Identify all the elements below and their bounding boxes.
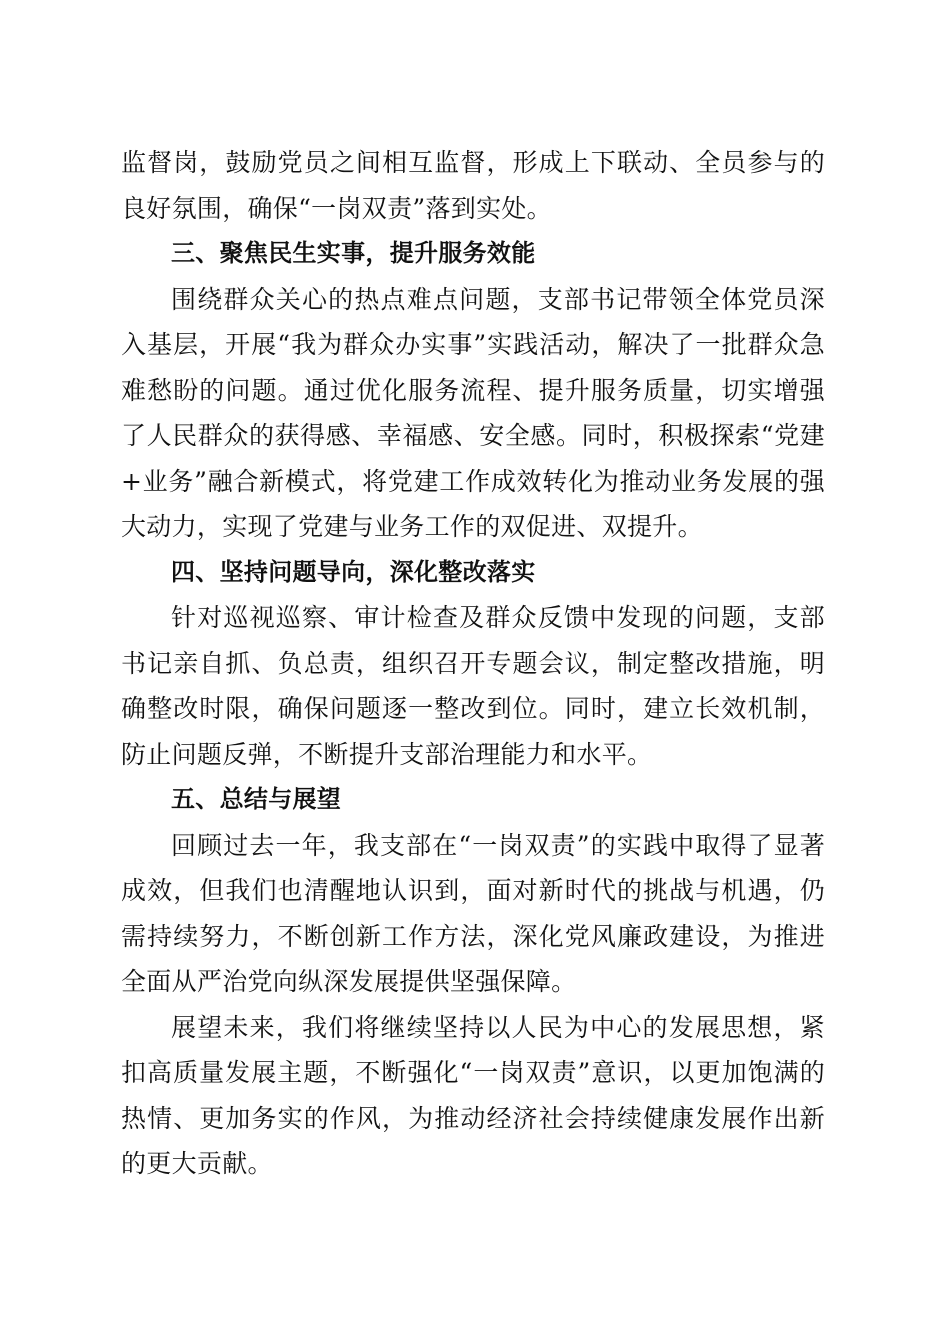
section-5-paragraph-1: 回顾过去一年，我支部在“一岗双责”的实践中取得了显著成效，但我们也清醒地认识到，面对新时代的挑战与机遇，仍需持续努力，不断创新工作方法，深化党风廉政建设，为推进全面从严治党向纵深发展提供坚强保障。 bbox=[121, 830, 825, 996]
section-heading-3: 三、聚焦民生实事，提升服务效能 bbox=[171, 239, 536, 267]
section-5-paragraph-2: 展望未来，我们将继续坚持以人民为中心的发展思想，紧扣高质量发展主题，不断强化“一岗双责”意识，以更加饱满的热情、更加务实的作风，为推动经济社会持续健康发展作出新的更大贡献。 bbox=[121, 1012, 825, 1178]
document-page bbox=[121, 140, 825, 1187]
intro-paragraph: 监督岗，鼓励党员之间相互监督，形成上下联动、全员参与的良好氛围，确保“一岗双责”落到实处。 bbox=[121, 148, 825, 223]
section-heading-5: 五、总结与展望 bbox=[171, 785, 342, 813]
section-heading-4: 四、坚持问题导向，深化整改落实 bbox=[171, 557, 536, 586]
section-4-paragraph-1: 针对巡视巡察、审计检查及群众反馈中发现的问题，支部书记亲自抓、负总责，组织召开专题会议，制定整改措施，明确整改时限，确保问题逐一整改到位。同时，建立长效机制，防止问题反弹，不断提升支部治理能力和水平。 bbox=[121, 603, 825, 769]
section-3-paragraph-1: 围绕群众关心的热点难点问题，支部书记带领全体党员深入基层，开展“我为群众办实事”实践活动，解决了一批群众急难愁盼的问题。通过优化服务流程、提升服务质量，切实增强了人民群众的获得感、幸福感、安全感。同时，积极探索“党建+业务”融合新模式，将党建工作成效转化为推动业务发展的强大动力，实现了党建与业务工作的双促进、双提升。 bbox=[121, 284, 825, 541]
